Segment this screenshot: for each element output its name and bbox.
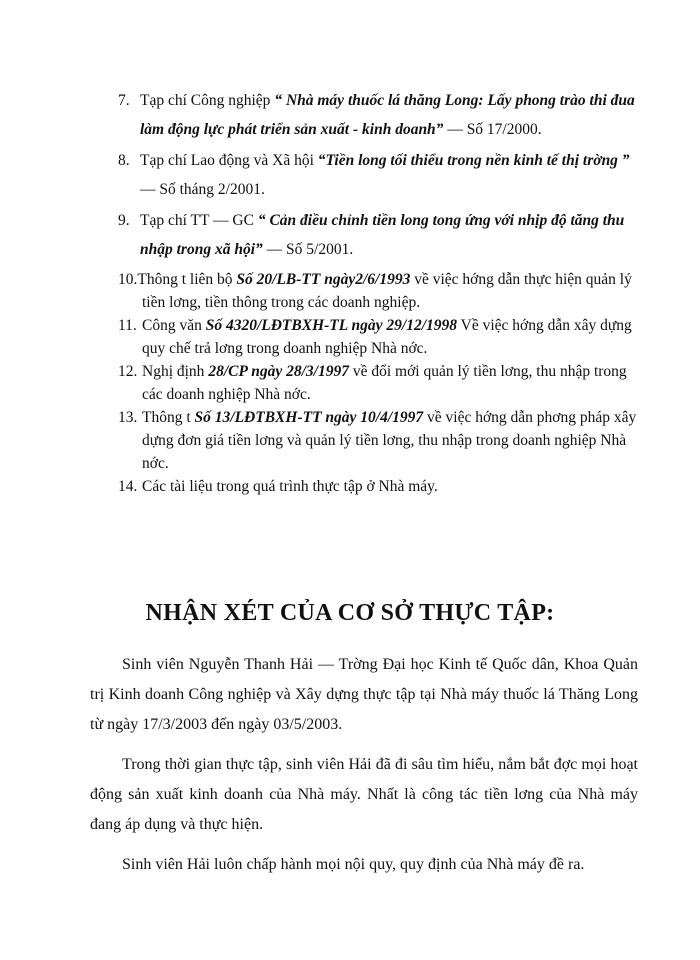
reference-list xyxy=(118,86,638,498)
reference-number: 14. xyxy=(118,478,138,495)
reference-title: “ Nhà máy thuốc lá thăng Long: Lấy phong trào thi đua làm động lực phát triển sản xuất - kinh doanh” xyxy=(140,92,635,138)
reference-title: Số 13/LĐTBXH-TT ngày 10/4/1997 xyxy=(194,409,424,426)
reference-prefix: Các tài liệu trong quá trình thực tập ở Nhà máy. xyxy=(142,478,438,495)
reference-number: 10. xyxy=(118,271,138,288)
reference-item-10 xyxy=(118,268,638,314)
reference-suffix: về việc hớng dẫn phơng pháp xây dựng đơn giá tiền lơng và quản lý tiền lơng, thu nhập trong doanh nghiệp Nhà nớc. xyxy=(142,409,637,472)
reference-title: “ Cản điều chỉnh tiền long tong ứng với nhịp độ tăng thu nhập trong xã hội” xyxy=(140,212,625,258)
reference-suffix: — Số tháng 2/2001. xyxy=(140,181,265,198)
reference-title: Số 4320/LĐTBXH-TL ngày 29/12/1998 xyxy=(205,317,458,334)
reference-item-8 xyxy=(118,146,638,204)
review-body xyxy=(90,650,638,890)
reference-prefix: Tạp chí TT — GC xyxy=(140,212,254,229)
reference-number: 12. xyxy=(118,363,138,380)
reference-number: 9. xyxy=(118,212,130,229)
reference-prefix: Tạp chí Công nghiệp xyxy=(140,92,271,109)
reference-number: 7. xyxy=(118,92,130,109)
reference-number: 13. xyxy=(118,409,138,426)
reference-item-13 xyxy=(118,406,638,475)
reference-suffix: — Số 17/2000. xyxy=(443,121,542,138)
reference-item-9 xyxy=(118,206,638,264)
reference-item-14 xyxy=(118,475,638,498)
reference-prefix: Thông t liên bộ xyxy=(137,271,233,288)
review-paragraph: Sinh viên Hải luôn chấp hành mọi nội quy, quy định của Nhà máy đề ra. xyxy=(122,856,585,873)
reference-number: 8. xyxy=(118,152,130,169)
reference-suffix: về đổi mới quản lý tiền lơng, thu nhập trong các doanh nghiệp Nhà nớc. xyxy=(142,363,627,403)
reference-prefix: Công văn xyxy=(142,317,202,334)
review-paragraph: Trong thời gian thực tập, sinh viên Hải đã đi sâu tìm hiểu, nắm bắt đợc mọi hoạt động sản xuất kinh doanh của Nhà máy. Nhất là công tác tiền lơng của Nhà máy đang áp dụng và thực hiện. xyxy=(90,756,638,833)
reference-title: “Tiền long tối thiểu trong nền kinh tế thị trờng ” xyxy=(317,152,630,169)
review-paragraph: Sinh viên Nguyễn Thanh Hải — Trờng Đại học Kinh tế Quốc dân, Khoa Quản trị Kinh doanh Công nghiệp và Xây dựng thực tập tại Nhà máy thuốc lá Thăng Long từ ngày 17/3/2003 đến ngày 03/5/2003. xyxy=(90,656,638,733)
reference-prefix: Nghị định xyxy=(142,363,205,380)
reference-prefix: Thông t xyxy=(142,409,195,426)
reference-suffix: — Số 5/2001. xyxy=(262,241,354,258)
reference-prefix: Tạp chí Lao động và Xã hội xyxy=(140,152,314,169)
reference-item-11 xyxy=(118,314,638,360)
reference-title: 28/CP ngày 28/3/1997 xyxy=(208,363,349,380)
reference-item-7 xyxy=(118,86,638,144)
reference-suffix: về việc hớng dẫn thực hiện quản lý tiền lơng, tiền thông trong các doanh nghiệp. xyxy=(142,271,632,311)
reference-title: Số 20/LB-TT ngày2/6/1993 xyxy=(236,271,411,288)
review-heading: NHẬN XÉT CỦA CƠ SỞ THỰC TẬP: xyxy=(145,600,555,626)
reference-suffix: Về việc hớng dẫn xây dựng quy chế trả lơng trong doanh nghiệp Nhà nớc. xyxy=(142,317,632,357)
reference-item-12 xyxy=(118,360,638,406)
reference-number: 11. xyxy=(118,317,137,334)
